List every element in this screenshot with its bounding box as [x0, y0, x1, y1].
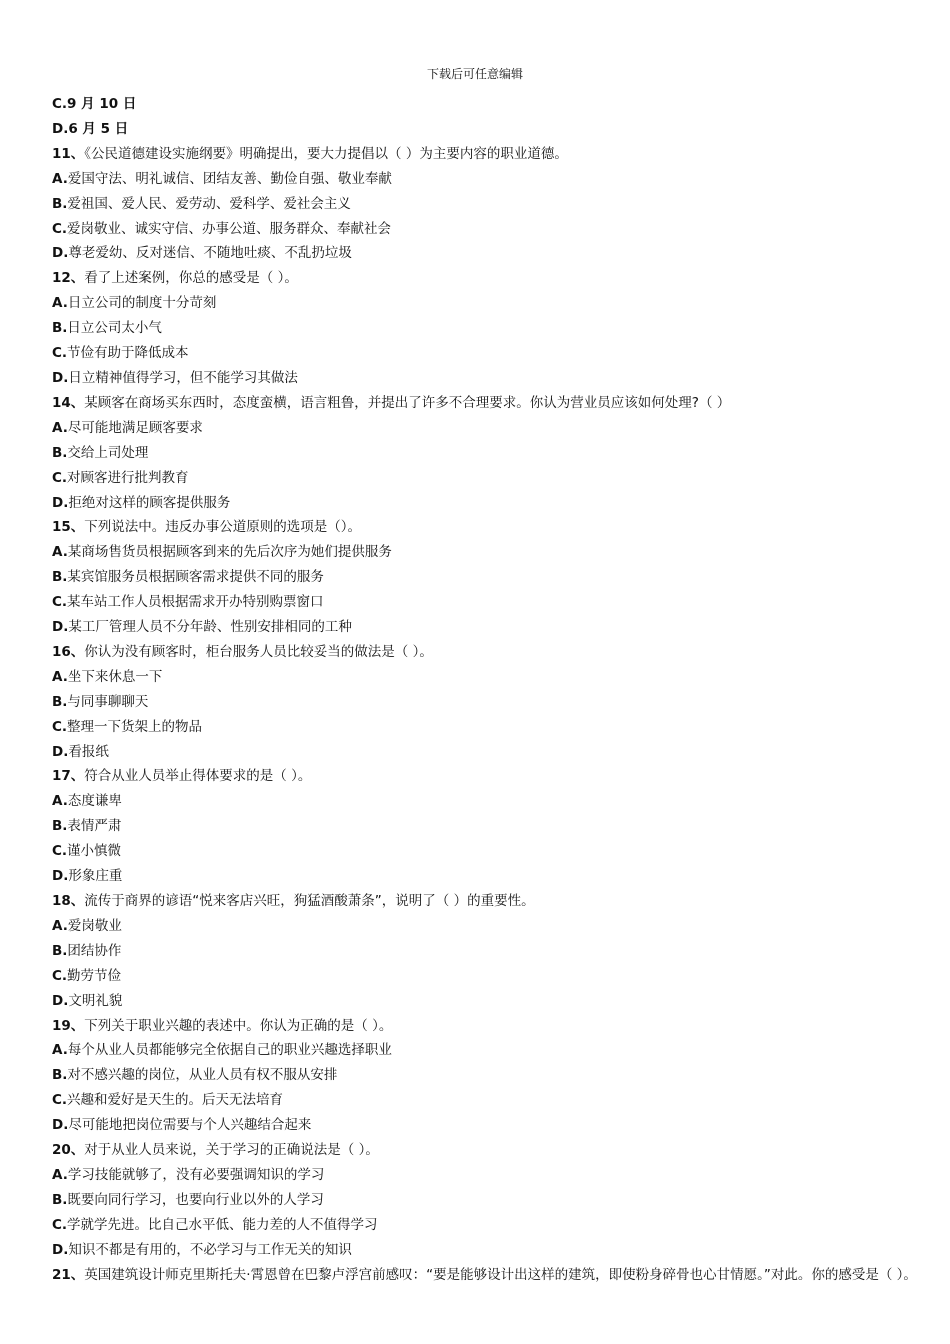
answer-option — [52, 117, 927, 142]
item-label: A. — [52, 295, 68, 312]
answer-option — [52, 914, 927, 939]
item-text: 尽可能地把岗位需要与个人兴趣结合起来 — [68, 1117, 312, 1134]
item-label: B. — [52, 195, 68, 212]
answer-option — [52, 1188, 927, 1213]
answer-option — [52, 316, 927, 341]
page-header: 下载后可任意编辑 — [426, 67, 523, 81]
item-label: A. — [52, 668, 68, 685]
item-text: 爱岗敬业、诚实守信、办事公道、服务群众、奉献社会 — [67, 220, 392, 237]
item-label: 21、 — [52, 1266, 85, 1283]
item-text: 知识不都是有用的，不必学习与工作无关的知识 — [68, 1241, 352, 1258]
item-text: 态度谦卑 — [67, 793, 122, 810]
answer-option — [52, 740, 927, 765]
item-text: 整理一下货架上的物品 — [67, 718, 203, 735]
question-stem — [52, 889, 927, 914]
answer-option — [52, 964, 927, 989]
answer-option — [52, 1238, 927, 1263]
answer-option — [52, 1213, 927, 1238]
item-text: 勤劳节俭 — [67, 967, 122, 984]
item-label: 12、 — [52, 270, 85, 287]
item-text: 看了上述案例，你总的感受是（ ）。 — [84, 270, 298, 287]
item-label: D. — [52, 1117, 69, 1134]
answer-option — [52, 491, 927, 516]
item-label: C. — [52, 345, 68, 362]
answer-option — [52, 341, 927, 366]
answer-option — [52, 416, 927, 441]
item-text: 尽可能地满足顾客要求 — [67, 419, 203, 436]
item-text: 某宾馆服务员根据顾客需求提供不同的服务 — [67, 569, 324, 586]
item-label: 19、 — [52, 1017, 85, 1034]
item-label: C. — [52, 843, 68, 860]
item-label: A. — [52, 544, 68, 561]
item-text: 谨小慎微 — [67, 843, 122, 860]
item-text: 下列关于职业兴趣的表述中。你认为正确的是（ ）。 — [84, 1017, 393, 1034]
answer-option — [52, 92, 927, 117]
item-text: 日立精神值得学习，但不能学习其做法 — [68, 369, 298, 386]
item-text: 学就学先进。比自己水平低、能力差的人不值得学习 — [67, 1216, 378, 1233]
item-text: 兴趣和爱好是天生的。后天无法培育 — [67, 1092, 284, 1109]
answer-option — [52, 540, 927, 565]
item-label: A. — [52, 170, 68, 187]
item-text: 每个从业人员都能够完全依据自己的职业兴趣选择职业 — [67, 1042, 392, 1059]
item-label: A. — [52, 1042, 68, 1059]
answer-option — [52, 441, 927, 466]
item-text: 下列说法中。违反办事公道原则的选项是（）。 — [84, 519, 362, 536]
item-label: C. — [52, 594, 68, 611]
item-text: 爱祖国、爱人民、爱劳动、爱科学、爱社会主义 — [67, 195, 351, 212]
item-label: 14、 — [52, 394, 85, 411]
item-text: 你认为没有顾客时，柜台服务人员比较妥当的做法是（ ）。 — [84, 643, 433, 660]
item-text: 尊老爱幼、反对迷信、不随地吐痰、不乱扔垃圾 — [68, 245, 352, 262]
question-stem — [52, 391, 927, 416]
answer-option — [52, 989, 927, 1014]
answer-option — [52, 789, 927, 814]
question-stem — [52, 764, 927, 789]
item-label: C. — [52, 96, 68, 112]
item-label: B. — [52, 818, 68, 835]
item-text: 某顾客在商场买东西时，态度蛮横，语言粗鲁，并提出了许多不合理要求。你认为营业员应该如何处理?（ ） — [84, 394, 731, 411]
item-label: B. — [52, 942, 68, 959]
question-stem — [52, 1263, 927, 1288]
item-label: 17、 — [52, 768, 85, 785]
item-text: 《公民道德建设实施纲要》明确提出，要大力提倡以（ ）为主要内容的职业道德。 — [84, 145, 568, 162]
item-label: C. — [52, 220, 68, 237]
item-label: B. — [52, 1067, 68, 1084]
answer-option — [52, 690, 927, 715]
answer-option — [52, 1038, 927, 1063]
item-label: D. — [52, 245, 69, 262]
item-label: B. — [52, 693, 68, 710]
answer-option — [52, 1088, 927, 1113]
item-text: 日立公司的制度十分苛刻 — [67, 295, 217, 312]
item-label: 18、 — [52, 893, 85, 909]
answer-option — [52, 217, 927, 242]
item-text: 对顾客进行批判教育 — [67, 469, 189, 486]
item-label: D. — [52, 992, 69, 1009]
item-label: C. — [52, 718, 68, 735]
question-stem — [52, 142, 927, 167]
answer-option — [52, 1113, 927, 1138]
question-stem — [52, 640, 927, 665]
item-text: 符合从业人员举止得体要求的是（ ）。 — [84, 768, 312, 785]
item-text: 流传于商界的谚语“悦来客店兴旺，狗猛酒酸萧条”，说明了（ ）的重要性。 — [84, 893, 535, 909]
question-stem — [52, 266, 927, 291]
answer-option — [52, 167, 927, 192]
answer-option — [52, 1063, 927, 1088]
item-text: 英国建筑设计师克里斯托夫·霄恩曾在巴黎卢浮宫前感叹：“要是能够设计出这样的建筑，即使粉身碎骨也心甘情愿。”对此。你的感受是（ ）。 — [84, 1266, 917, 1283]
answer-option — [52, 839, 927, 864]
item-text: 节俭有助于降低成本 — [67, 345, 189, 362]
item-label: B. — [52, 569, 68, 586]
item-label: D. — [52, 743, 69, 760]
item-text: 表情严肃 — [67, 818, 122, 835]
answer-option — [52, 1163, 927, 1188]
item-text: 交给上司处理 — [67, 444, 149, 461]
item-text: 与同事聊聊天 — [67, 693, 149, 710]
item-text: 爱国守法、明礼诚信、团结友善、勤俭自强、敬业奉献 — [67, 170, 392, 187]
answer-option — [52, 366, 927, 391]
answer-option — [52, 590, 927, 615]
item-text: 爱岗敬业 — [67, 917, 122, 934]
item-text: 对于从业人员来说，关于学习的正确说法是（ ）。 — [84, 1142, 379, 1159]
question-stem — [52, 515, 927, 540]
answer-option — [52, 715, 927, 740]
item-label: C. — [52, 469, 68, 486]
item-label: B. — [52, 1191, 68, 1208]
item-label: C. — [52, 967, 68, 984]
item-label: 11、 — [52, 145, 85, 162]
item-text: 坐下来休息一下 — [67, 668, 163, 685]
answer-option — [52, 466, 927, 491]
item-text: 团结协作 — [67, 942, 122, 959]
answer-option — [52, 291, 927, 316]
item-label: C. — [52, 1092, 68, 1109]
item-text: 学习技能就够了，没有必要强调知识的学习 — [67, 1166, 325, 1183]
answer-option — [52, 192, 927, 217]
answer-option — [52, 565, 927, 590]
answer-option — [52, 665, 927, 690]
item-label: B. — [52, 320, 68, 337]
item-label: A. — [52, 793, 68, 810]
item-text: 既要向同行学习，也要向行业以外的人学习 — [67, 1191, 324, 1208]
item-text: 日立公司太小气 — [67, 320, 162, 337]
item-text: 拒绝对这样的顾客提供服务 — [68, 494, 231, 511]
item-text: 看报纸 — [68, 743, 109, 760]
item-label: A. — [52, 1166, 68, 1183]
item-label: D. — [52, 494, 69, 511]
item-text: 某工厂管理人员不分年龄、性别安排相同的工种 — [68, 619, 352, 636]
item-text: 6 月 5 日 — [68, 120, 129, 137]
answer-option — [52, 939, 927, 964]
item-text: 形象庄重 — [68, 868, 123, 885]
answer-option — [52, 241, 927, 266]
question-stem — [52, 1014, 927, 1039]
item-label: 20、 — [52, 1142, 85, 1159]
answer-option — [52, 814, 927, 839]
item-label: D. — [52, 619, 69, 636]
item-label: 15、 — [52, 519, 85, 536]
item-label: B. — [52, 444, 68, 461]
item-label: C. — [52, 1216, 68, 1233]
item-text: 文明礼貌 — [68, 992, 123, 1009]
answer-option — [52, 615, 927, 640]
item-label: D. — [52, 868, 69, 885]
question-stem — [52, 1138, 927, 1163]
item-label: 16、 — [52, 643, 85, 660]
item-text: 某商场售货员根据顾客到来的先后次序为她们提供服务 — [67, 544, 392, 561]
answer-option — [52, 864, 927, 889]
item-text: 9 月 10 日 — [67, 96, 137, 112]
item-label: D. — [52, 369, 69, 386]
item-label: D. — [52, 1241, 69, 1258]
document-body — [52, 92, 927, 1288]
item-label: A. — [52, 917, 68, 934]
item-text: 对不感兴趣的岗位，从业人员有权不服从安排 — [67, 1067, 338, 1084]
item-text: 某车站工作人员根据需求开办特别购票窗口 — [67, 594, 324, 611]
item-label: A. — [52, 419, 68, 436]
item-label: D. — [52, 120, 69, 137]
